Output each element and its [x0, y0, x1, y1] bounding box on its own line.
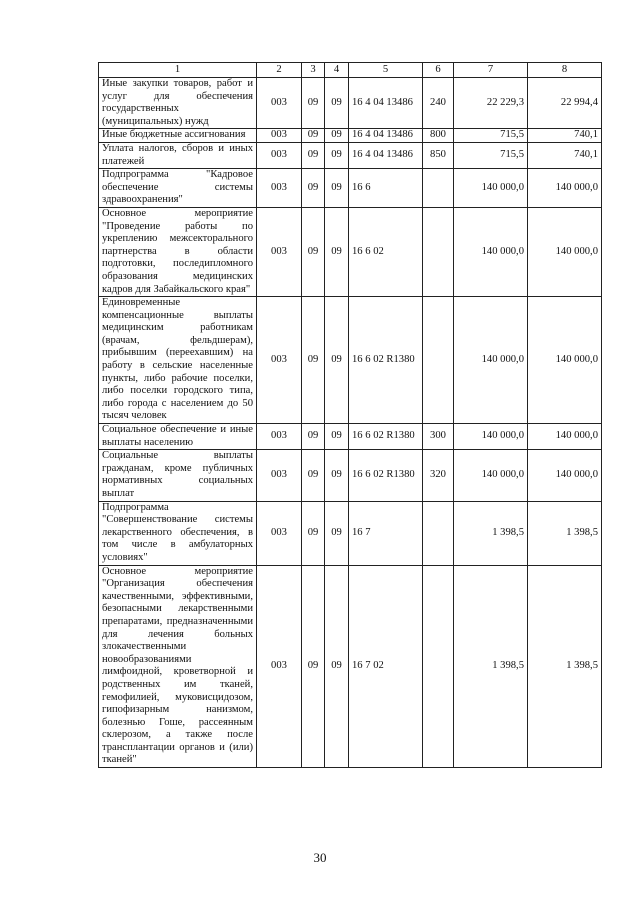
header-cell: 5	[349, 63, 423, 78]
table-row	[99, 501, 602, 565]
cell-section: 09	[302, 142, 325, 168]
cell-target-article: 16 4 04 13486	[349, 129, 423, 143]
row-name: Социальное обеспечение и иные выплаты населению	[99, 424, 257, 450]
cell-amount-8: 140 000,0	[528, 207, 602, 296]
cell-amount-7: 140 000,0	[454, 297, 528, 424]
cell-amount-8: 140 000,0	[528, 169, 602, 208]
table-row	[99, 78, 602, 129]
cell-expense-type	[423, 169, 454, 208]
cell-section: 09	[302, 565, 325, 768]
cell-target-article: 16 6	[349, 169, 423, 208]
table-row	[99, 207, 602, 296]
cell-ministry: 003	[257, 129, 302, 143]
cell-amount-7: 140 000,0	[454, 169, 528, 208]
row-name: Основное мероприятие "Организация обеспечения качественными, эффективными, безопасными лекарственными препаратами, предназначенными для лечения больных злокачественными новообразованиями лимфоидной, кроветворной и родственных им тканей, гемофилией, муковисцидозом, гипофизарным нанизмом, болезнью Гоше, рассеянным склерозом, а также после трансплантации органов и (или) тканей"	[99, 565, 257, 768]
cell-section: 09	[302, 450, 325, 501]
budget-table	[98, 62, 602, 768]
cell-section: 09	[302, 501, 325, 565]
header-cell: 7	[454, 63, 528, 78]
cell-amount-7: 1 398,5	[454, 501, 528, 565]
table-row	[99, 424, 602, 450]
row-name: Иные бюджетные ассигнования	[99, 129, 257, 143]
cell-target-article: 16 7 02	[349, 565, 423, 768]
table-row	[99, 142, 602, 168]
cell-section: 09	[302, 78, 325, 129]
cell-amount-8: 740,1	[528, 142, 602, 168]
table-row	[99, 129, 602, 143]
cell-expense-type: 240	[423, 78, 454, 129]
table-row	[99, 565, 602, 768]
cell-expense-type: 800	[423, 129, 454, 143]
cell-target-article: 16 4 04 13486	[349, 78, 423, 129]
row-name: Единовременные компенсационные выплаты медицинским работникам (врачам, фельдшерам), прибывшим (переехавшим) на работу в сельские населенные пункты, либо рабочие поселки, либо поселки городского типа, либо города с населением до 50 тысяч человек	[99, 297, 257, 424]
cell-expense-type	[423, 207, 454, 296]
cell-amount-8: 140 000,0	[528, 450, 602, 501]
cell-expense-type: 850	[423, 142, 454, 168]
cell-amount-7: 140 000,0	[454, 424, 528, 450]
cell-expense-type	[423, 565, 454, 768]
cell-subsection: 09	[325, 142, 349, 168]
header-cell: 2	[257, 63, 302, 78]
cell-target-article: 16 6 02 R1380	[349, 450, 423, 501]
table-row	[99, 297, 602, 424]
cell-target-article: 16 4 04 13486	[349, 142, 423, 168]
cell-amount-8: 1 398,5	[528, 565, 602, 768]
header-cell: 4	[325, 63, 349, 78]
cell-subsection: 09	[325, 501, 349, 565]
cell-ministry: 003	[257, 169, 302, 208]
cell-subsection: 09	[325, 207, 349, 296]
cell-section: 09	[302, 129, 325, 143]
cell-subsection: 09	[325, 169, 349, 208]
cell-ministry: 003	[257, 207, 302, 296]
cell-subsection: 09	[325, 565, 349, 768]
cell-target-article: 16 7	[349, 501, 423, 565]
cell-amount-7: 715,5	[454, 129, 528, 143]
cell-ministry: 003	[257, 424, 302, 450]
cell-expense-type	[423, 297, 454, 424]
cell-ministry: 003	[257, 565, 302, 768]
cell-amount-8: 22 994,4	[528, 78, 602, 129]
cell-subsection: 09	[325, 450, 349, 501]
row-name: Иные закупки товаров, работ и услуг для обеспечения государственных (муниципальных) нужд	[99, 78, 257, 129]
cell-expense-type	[423, 501, 454, 565]
table-row	[99, 450, 602, 501]
cell-ministry: 003	[257, 142, 302, 168]
cell-amount-7: 140 000,0	[454, 450, 528, 501]
cell-amount-7: 140 000,0	[454, 207, 528, 296]
row-name: Подпрограмма "Кадровое обеспечение системы здравоохранения"	[99, 169, 257, 208]
cell-ministry: 003	[257, 78, 302, 129]
cell-subsection: 09	[325, 78, 349, 129]
page-number: 30	[313, 850, 327, 865]
cell-ministry: 003	[257, 501, 302, 565]
cell-amount-8: 740,1	[528, 129, 602, 143]
header-row	[99, 63, 602, 78]
row-name: Основное мероприятие "Проведение работы по укреплению межсекторального партнерства в области подготовки, последипломного образования медицинских кадров для Забайкальского края"	[99, 207, 257, 296]
header-cell: 1	[99, 63, 257, 78]
cell-amount-8: 140 000,0	[528, 297, 602, 424]
cell-expense-type: 320	[423, 450, 454, 501]
cell-ministry: 003	[257, 450, 302, 501]
cell-subsection: 09	[325, 129, 349, 143]
table-row	[99, 169, 602, 208]
cell-amount-7: 22 229,3	[454, 78, 528, 129]
cell-section: 09	[302, 297, 325, 424]
cell-amount-7: 1 398,5	[454, 565, 528, 768]
cell-amount-7: 715,5	[454, 142, 528, 168]
row-name: Подпрограмма "Совершенствование системы лекарственного обеспечения, в том числе в амбулаторных условиях"	[99, 501, 257, 565]
cell-section: 09	[302, 424, 325, 450]
cell-section: 09	[302, 207, 325, 296]
cell-target-article: 16 6 02 R1380	[349, 297, 423, 424]
header-cell: 8	[528, 63, 602, 78]
header-cell: 3	[302, 63, 325, 78]
cell-expense-type: 300	[423, 424, 454, 450]
cell-subsection: 09	[325, 424, 349, 450]
header-cell: 6	[423, 63, 454, 78]
row-name: Уплата налогов, сборов и иных платежей	[99, 142, 257, 168]
cell-section: 09	[302, 169, 325, 208]
cell-subsection: 09	[325, 297, 349, 424]
cell-amount-8: 1 398,5	[528, 501, 602, 565]
cell-amount-8: 140 000,0	[528, 424, 602, 450]
cell-target-article: 16 6 02	[349, 207, 423, 296]
cell-ministry: 003	[257, 297, 302, 424]
cell-target-article: 16 6 02 R1380	[349, 424, 423, 450]
row-name: Социальные выплаты гражданам, кроме публичных нормативных социальных выплат	[99, 450, 257, 501]
